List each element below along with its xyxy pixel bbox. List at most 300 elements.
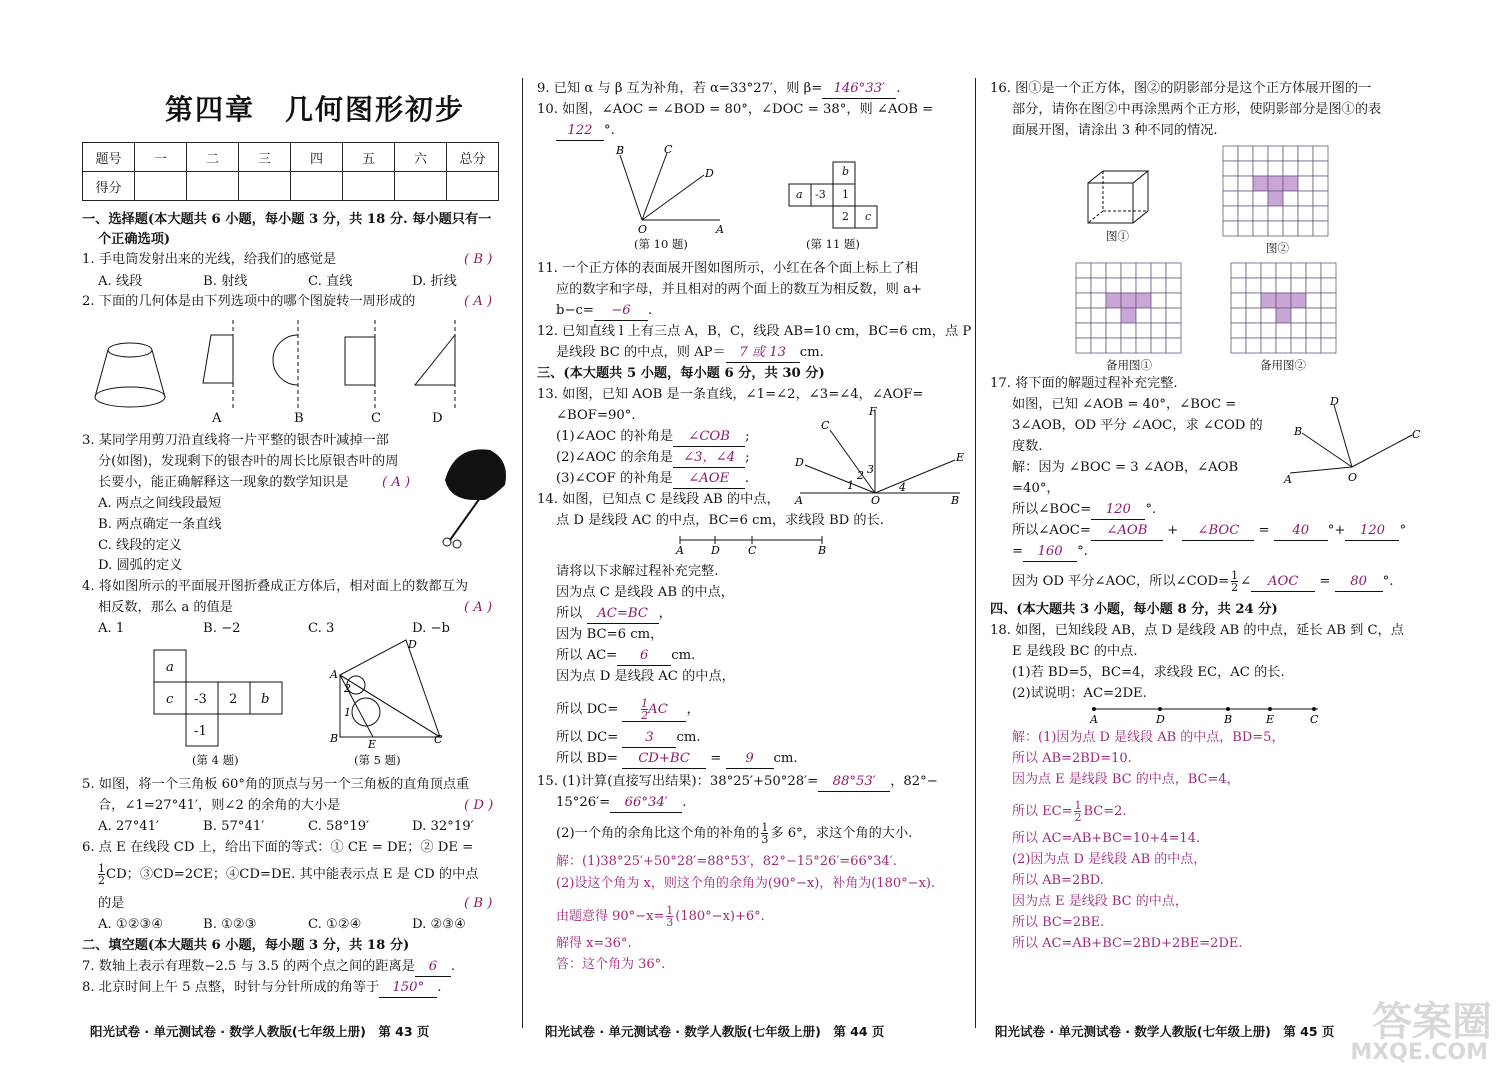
q4-answer: ( A ): [464, 600, 493, 615]
grid-cell: [1276, 323, 1291, 338]
q18-solution-5: 所以 AC=AB+BC=10+4=14.: [1012, 831, 1201, 846]
grid-cell: [1321, 323, 1336, 338]
q6-answer: ( B ): [464, 896, 493, 911]
rectangle-shape: [345, 337, 375, 385]
q6-text-2-body: CD；③CD=2CE；④CD=DE. 其中能表示点 E 是 CD 的中点: [106, 867, 479, 882]
svg-text:C: C: [434, 733, 443, 746]
q8-text: 8. 北京时间上午 5 点整，时针与分针所成的角等于 150° .: [82, 979, 442, 998]
q15-solution-4: 解得 x=36°.: [556, 936, 632, 951]
q8-question: 8. 北京时间上午 5 点整，时针与分针所成的角等于: [82, 980, 380, 995]
grid-cell: [1091, 263, 1106, 278]
grid-cell: [1268, 176, 1283, 191]
grid-cell: [1121, 263, 1136, 278]
svg-text:A: A: [716, 223, 724, 236]
svg-text:F: F: [869, 405, 877, 418]
grid-figure-2: [1222, 145, 1328, 237]
grid-cell: [1298, 161, 1313, 176]
grid-cell: [1261, 278, 1276, 293]
q2-label-d: D: [432, 411, 443, 426]
grid-cell: [1136, 293, 1151, 308]
score-header-cell: 总分: [447, 143, 499, 172]
grid-cell: [1223, 221, 1238, 236]
q11-text-1: 11. 一个正方体的表面展开图如图所示，小红在各个面上标上了相: [537, 261, 919, 276]
grid-cell: [1231, 293, 1246, 308]
grid-cell: [1238, 176, 1253, 191]
q18-solution-9: 所以 BC=2BE.: [1012, 915, 1105, 930]
ginkgo-leaf-image: [435, 440, 515, 550]
q14-step-8: 所以 BD= CD+BC = 9 cm.: [556, 750, 798, 769]
grid-cell: [1223, 146, 1238, 161]
q18-solution-7: 所以 AB=2BD.: [1012, 873, 1104, 888]
grid-cell: [1321, 338, 1336, 353]
q14-segment: [672, 534, 832, 557]
q4-option-d: D. −b: [412, 621, 450, 636]
grid-cell: [1313, 146, 1328, 161]
q7-answer: 6: [415, 958, 451, 977]
grid-cell: [1268, 206, 1283, 221]
svg-text:D: D: [711, 544, 720, 557]
q14-step-4: 所以 AC= 6 cm.: [556, 647, 695, 666]
section-1-heading-cont: 个正确选项): [98, 232, 171, 247]
grid-cell: [1091, 308, 1106, 323]
q17-step-g-label: 所以∠AOC=: [1012, 523, 1091, 538]
score-row-label: 得分: [83, 172, 135, 201]
q11-text-2: 应的数字和字母，并且相对的两个面上的数互为相反数，则 a+: [556, 282, 922, 297]
q18-solution-3: 因为点 E 是线段 BC 的中点，BC=4，: [1012, 772, 1240, 787]
q15-part-1-question-2: 15°26′=: [556, 795, 611, 810]
fig2-caption: 图②: [1266, 241, 1289, 255]
grid-cell: [1223, 206, 1238, 221]
q3-option-a: A. 两点之间线段最短: [98, 496, 222, 511]
svg-text:B: B: [616, 144, 625, 157]
grid-cell: [1283, 221, 1298, 236]
grid-cell: [1246, 308, 1261, 323]
grid-spare-1: [1075, 262, 1181, 354]
fig1-caption: 图①: [1106, 229, 1129, 243]
svg-text:B: B: [1224, 713, 1233, 726]
grid-cell: [1106, 308, 1121, 323]
q14-step-4-label: 所以 AC=: [556, 648, 618, 663]
q15-solution-5: 答：这个角为 36°.: [556, 957, 666, 972]
q4-caption: (第 4 题): [192, 753, 239, 767]
frustum-bottom: [95, 387, 165, 407]
grid-cell: [1298, 146, 1313, 161]
score-cell: [135, 172, 187, 201]
q18-solution-6: (2)因为点 D 是线段 AB 的中点，: [1012, 852, 1207, 867]
q9-answer: 146°33′: [822, 80, 896, 99]
q3-answer: ( A ): [382, 475, 411, 490]
cube-figure: [1085, 168, 1155, 228]
grid-cell: [1253, 161, 1268, 176]
grid-cell: [1298, 206, 1313, 221]
q10-angle-figure: [612, 145, 732, 235]
grid-cell: [1151, 323, 1166, 338]
grid-cell: [1283, 206, 1298, 221]
q2-answer: ( A ): [464, 294, 493, 309]
svg-text:O: O: [871, 494, 881, 507]
q14-text-1: 14. 如图，已知点 C 是线段 AB 的中点，: [537, 492, 780, 507]
q3-option-b: B. 两点确定一条直线: [98, 517, 222, 532]
score-header-cell: 一: [135, 143, 187, 172]
net4-cell-b: b: [261, 692, 270, 707]
q3-option-c: C. 线段的定义: [98, 538, 182, 553]
q17-step-g-answer-1: ∠AOB: [1091, 522, 1163, 541]
q13-part-2-question: (2)∠AOC 的余角是: [556, 450, 674, 465]
q18-part-2: (2)试说明：AC=2DE.: [1012, 686, 1147, 701]
net11-cell-c: c: [865, 210, 872, 223]
grid-cell: [1306, 308, 1321, 323]
grid-cell: [1231, 323, 1246, 338]
section-2-heading: 二、填空题(本大题共 6 小题，每小题 3 分，共 18 分): [82, 938, 410, 953]
svg-text:4: 4: [899, 481, 906, 494]
svg-text:D: D: [1156, 713, 1165, 726]
grid-cell: [1151, 293, 1166, 308]
grid-cell: [1306, 338, 1321, 353]
q4-text-2: 相反数，那么 a 的值是: [98, 600, 233, 615]
q5-triangles: [328, 640, 448, 750]
score-cell: [447, 172, 499, 201]
q1-text: 1. 手电筒发射出来的光线，给我们的感觉是: [82, 252, 337, 267]
grid-cell: [1076, 338, 1091, 353]
q14-step-6-answer: AC: [648, 702, 668, 717]
q3-text-1: 3. 某同学用剪刀沿直线将一片平整的银杏叶减掉一部: [82, 433, 389, 448]
q3-text-2: 分(如图)，发现剩下的银杏叶的周长比原银杏叶的周: [98, 454, 399, 469]
q18-solution-2: 所以 AB=2BD=10.: [1012, 751, 1132, 766]
grid-cell: [1238, 161, 1253, 176]
grid-cell: [1151, 338, 1166, 353]
grid-cell: [1261, 263, 1276, 278]
grid-cell: [1091, 338, 1106, 353]
svg-text:B: B: [951, 494, 960, 507]
grid-cell: [1276, 293, 1291, 308]
q6-option-c: C. ①②④: [308, 917, 362, 932]
grid-cell: [1276, 338, 1291, 353]
q14-step-7-label: 所以 DC=: [556, 730, 619, 745]
q10-answer: 122: [556, 122, 604, 141]
svg-text:D: D: [795, 456, 804, 469]
q17-step-f: 所以∠BOC= 120 °.: [1012, 501, 1156, 520]
grid-cell: [1276, 278, 1291, 293]
svg-text:A: A: [1090, 713, 1098, 726]
score-cell: [239, 172, 291, 201]
grid-cell: [1321, 263, 1336, 278]
q17-text: 17. 将下面的解题过程补充完整.: [990, 376, 1178, 391]
grid-cell: [1313, 161, 1328, 176]
svg-text:A: A: [795, 494, 803, 507]
grid-cell: [1166, 338, 1181, 353]
column-divider-2: [975, 78, 976, 1028]
q18-segment: [1088, 703, 1328, 725]
q11-question: b−c=: [556, 303, 594, 318]
q1-answer: ( B ): [464, 252, 493, 267]
grid-cell: [1076, 293, 1091, 308]
q5-caption: (第 5 题): [354, 753, 401, 767]
q17-step-f-label: 所以∠BOC=: [1012, 502, 1092, 517]
grid-cell: [1283, 161, 1298, 176]
q14-step-8-label: 所以 BD=: [556, 751, 618, 766]
spare1-caption: 备用图①: [1106, 358, 1152, 372]
q1-option-c: C. 直线: [308, 274, 353, 289]
q13-part-3-question: (3)∠COF 的补角是: [556, 471, 673, 486]
q17-step-i-label: 因为 OD 平分∠AOC，所以∠COD=: [1012, 574, 1230, 589]
q15-part-1-question: 15. (1)计算(直接写出结果)：38°25′+50°28′=: [537, 774, 819, 789]
grid-cell: [1121, 278, 1136, 293]
grid-cell: [1136, 323, 1151, 338]
q5-option-a: A. 27°41′: [98, 819, 160, 834]
q17-text-e: =40°，: [1012, 481, 1060, 496]
grid-cell: [1121, 293, 1136, 308]
svg-text:A: A: [330, 668, 338, 681]
q17-text-b: 3∠AOB，OD 平分 ∠AOC，求 ∠COD 的: [1012, 418, 1263, 433]
q1-option-a: A. 线段: [98, 274, 143, 289]
grid-cell: [1306, 323, 1321, 338]
q10-answer-line: 122 °.: [556, 122, 615, 141]
grid-cell: [1223, 191, 1238, 206]
q15-part-1-answer-2: 66°34′: [610, 794, 682, 813]
q14-step-2: 所以 AC=BC ，: [556, 605, 672, 624]
q14-step-1: 因为点 C 是线段 AB 的中点，: [556, 585, 734, 600]
section-3-heading: 三、(本大题共 5 小题，每小题 6 分，共 30 分): [537, 366, 825, 381]
footer-page-44: 阳光试卷 · 单元测试卷 · 数学人教版(七年级上册) 第 44 页: [545, 1024, 885, 1039]
grid-cell: [1121, 338, 1136, 353]
q14-step-8-answer-2: 9: [726, 750, 774, 769]
net4-cell-neg3: -3: [194, 692, 207, 707]
grid-cell: [1261, 308, 1276, 323]
q13-text-1: 13. 如图，已知 AOB 是一条直线，∠1=∠2，∠3=∠4，∠AOF=: [537, 387, 924, 402]
grid-cell: [1136, 308, 1151, 323]
grid-cell: [1283, 146, 1298, 161]
q3-text-3: 长要小，能正确解释这一现象的数学知识是: [98, 475, 349, 490]
q17-text-c: 度数.: [1012, 439, 1043, 454]
q12-text-2: [556, 344, 824, 363]
q18-solution-10: 所以 AC=AB+BC=2BD+2BE=2DE.: [1012, 936, 1243, 951]
q13-part-2-answer: ∠3，∠4: [673, 449, 745, 468]
trapezoid-shape: [203, 335, 233, 383]
svg-text:A: A: [676, 544, 684, 557]
grid-cell: [1283, 191, 1298, 206]
score-cell: [343, 172, 395, 201]
svg-text:E: E: [1266, 713, 1275, 726]
q18-solution-4-b: BC=2.: [1083, 804, 1127, 819]
q18-solution-4: 所以 EC= $\frac{1}{2}$ BC=2.: [1012, 799, 1127, 824]
net11-cell-1: 1: [842, 188, 849, 201]
q14-step-7: 所以 DC= 3 cm.: [556, 729, 701, 748]
grid-cell: [1253, 191, 1268, 206]
q2-label-b: B: [294, 411, 304, 426]
q18-solution-1: 解：(1)因为点 D 是线段 AB 的中点，BD=5，: [1012, 730, 1285, 745]
grid-cell: [1298, 191, 1313, 206]
q12-text-1: 12. 已知直线 l 上有三点 A，B，C，线段 AB=10 cm，BC=6 cm，点 P: [537, 324, 972, 339]
q15-solution-3: 由题意得 90°−x= $\frac{1}{3}$ (180°−x)+6°.: [556, 904, 765, 929]
grid-cell: [1231, 278, 1246, 293]
q14-step-6: 所以 DC= $\frac{1}{2}$ AC ，: [556, 697, 700, 722]
watermark-logo: 答案圈: [1372, 999, 1492, 1045]
net4-cell-2: 2: [229, 692, 238, 707]
grid-cell: [1321, 308, 1336, 323]
q13-part-1-answer: ∠COB: [673, 428, 745, 447]
grid-cell: [1283, 176, 1298, 191]
q17-figure: [1282, 395, 1422, 485]
grid-cell: [1106, 278, 1121, 293]
svg-text:B: B: [818, 544, 827, 557]
net11-cell-neg3: -3: [815, 188, 826, 201]
grid-cell: [1246, 293, 1261, 308]
svg-text:C: C: [821, 419, 830, 432]
net11-cell-a: a: [796, 188, 803, 201]
grid-cell: [1268, 146, 1283, 161]
grid-cell: [1223, 176, 1238, 191]
q17-step-i: 因为 OD 平分∠AOC，所以∠COD= $\frac{1}{2}$ ∠ AOC = 80 °.: [1012, 569, 1394, 594]
q2-text: 2. 下面的几何体是由下列选项中的哪个图旋转一周形成的: [82, 294, 416, 309]
section-1-heading: 一、选择题(本大题共 6 小题，每小题 3 分，共 18 分. 每小题只有一: [82, 212, 492, 227]
chapter-title: 第四章 几何图形初步: [165, 93, 466, 126]
q17-text-a: 如图，已知 ∠AOB = 40°，∠BOC =: [1012, 397, 1237, 412]
svg-text:B: B: [330, 732, 339, 745]
grid-cell: [1253, 206, 1268, 221]
grid-cell: [1076, 323, 1091, 338]
score-cell: [395, 172, 447, 201]
grid-spare-2: [1230, 262, 1336, 354]
q14-step-8-answer: CD+BC: [622, 750, 706, 769]
grid-cell: [1268, 221, 1283, 236]
grid-cell: [1106, 293, 1121, 308]
score-header-cell: 四: [291, 143, 343, 172]
q5-option-b: B. 57°41′: [203, 819, 265, 834]
grid-cell: [1306, 263, 1321, 278]
svg-text:1: 1: [344, 706, 351, 719]
svg-text:C: C: [1412, 428, 1421, 441]
svg-text:C: C: [1310, 713, 1319, 726]
grid-cell: [1291, 323, 1306, 338]
q12-answer: 7 或 13: [726, 344, 800, 363]
grid-cell: [1321, 278, 1336, 293]
q2-label-a: A: [212, 411, 222, 426]
grid-cell: [1313, 191, 1328, 206]
score-cell: [291, 172, 343, 201]
q6-text-1: 6. 点 E 在线段 CD 上，给出下面的等式：① CE = DE；② DE =: [82, 840, 474, 855]
q14-step-6-label: 所以 DC=: [556, 702, 619, 717]
q4-option-b: B. −2: [203, 621, 241, 636]
grid-cell: [1151, 263, 1166, 278]
grid-cell: [1091, 293, 1106, 308]
section-4-heading: 四、(本大题共 3 小题，每小题 8 分，共 24 分): [990, 602, 1278, 617]
q17-step-i-answer-2: 80: [1335, 573, 1383, 592]
watermark-url: MXQE.COM: [1350, 1040, 1488, 1065]
q17-step-f-answer: 120: [1091, 501, 1145, 520]
grid-cell: [1231, 308, 1246, 323]
q14-step-2-answer: AC=BC: [587, 605, 659, 624]
q15-part-1-line-2: 15°26′= 66°34′ .: [556, 794, 686, 813]
grid-cell: [1253, 146, 1268, 161]
net4-cell-a: a: [166, 660, 174, 675]
grid-cell: [1136, 278, 1151, 293]
q4-option-a: A. 1: [98, 621, 125, 636]
grid-cell: [1136, 338, 1151, 353]
svg-text:A: A: [1284, 473, 1292, 486]
score-header-cell: 二: [187, 143, 239, 172]
svg-text:D: D: [1330, 395, 1339, 408]
svg-text:O: O: [1348, 471, 1358, 484]
grid-cell: [1291, 263, 1306, 278]
q13-part-1: (1)∠AOC 的补角是 ∠COB ;: [556, 428, 750, 447]
grid-cell: [1238, 221, 1253, 236]
q7-question: 7. 数轴上表示有理数−2.5 与 3.5 的两个点之间的距离是: [82, 959, 415, 974]
grid-cell: [1261, 338, 1276, 353]
net4-cell-neg1: -1: [194, 724, 207, 739]
q17-step-g: 所以∠AOC= ∠AOB + ∠BOC = 40 °+ 120 °: [1012, 522, 1406, 541]
q15-part-2-question: (2)一个角的余角比这个角的补角的: [556, 826, 760, 841]
grid-cell: [1076, 278, 1091, 293]
q17-step-i-answer: AOC: [1251, 573, 1315, 592]
q17-text-d: 解：因为 ∠BOC = 3 ∠AOB，∠AOB: [1012, 460, 1239, 475]
q5-option-d: D. 32°19′: [412, 819, 474, 834]
grid-cell: [1238, 191, 1253, 206]
grid-cell: [1261, 323, 1276, 338]
q17-step-g-answer-4: 120: [1345, 522, 1399, 541]
grid-cell: [1306, 278, 1321, 293]
svg-text:D: D: [705, 167, 714, 180]
grid-cell: [1076, 308, 1091, 323]
q5-text-1: 5. 如图，将一个三角板 60°角的顶点与另一个三角板的直角顶点重: [82, 777, 470, 792]
grid-cell: [1246, 323, 1261, 338]
q17-step-h: = 160 °.: [1012, 543, 1088, 562]
q6-option-a: A. ①②③④: [98, 917, 164, 932]
grid-cell: [1261, 293, 1276, 308]
grid-cell: [1298, 176, 1313, 191]
q14-step-3: 因为 BC=6 cm，: [556, 627, 664, 642]
grid-cell: [1076, 263, 1091, 278]
q2-label-c: C: [371, 411, 382, 426]
score-header-cell: 题号: [83, 143, 135, 172]
q6-option-d: D. ②③④: [412, 917, 466, 932]
triangle-shape: [415, 335, 455, 385]
q18-part-1: (1)若 BD=5，BC=4，求线段 EC，AC 的长.: [1012, 665, 1285, 680]
grid-cell: [1313, 221, 1328, 236]
spare2-caption: 备用图②: [1260, 358, 1306, 372]
grid-cell: [1268, 161, 1283, 176]
svg-text:E: E: [956, 451, 965, 464]
svg-text:2: 2: [857, 469, 864, 482]
q15-solution-1: 解：(1)38°25′+50°28′=88°53′，82°−15°26′=66°34′.: [556, 854, 897, 869]
grid-cell: [1291, 308, 1306, 323]
q14-text-2: 点 D 是线段 AC 的中点，BC=6 cm，求线段 BD 的长.: [556, 513, 884, 528]
q1-option-b: B. 射线: [203, 274, 248, 289]
q14-step-4-answer: 6: [617, 647, 671, 666]
q16-text-1: 16. 图①是一个正方体，图②的阴影部分是这个正方体展开图的一: [990, 81, 1372, 96]
grid-cell: [1276, 308, 1291, 323]
grid-cell: [1166, 323, 1181, 338]
frustum-top: [108, 343, 152, 357]
grid-cell: [1136, 263, 1151, 278]
score-header-cell: 五: [343, 143, 395, 172]
net11-cell-b: b: [842, 165, 850, 178]
net11-cell-2: 2: [842, 210, 849, 223]
grid-cell: [1298, 221, 1313, 236]
grid-cell: [1106, 338, 1121, 353]
grid-cell: [1121, 308, 1136, 323]
grid-cell: [1238, 146, 1253, 161]
q18-text-2: E 是线段 BC 的中点.: [1012, 644, 1138, 659]
svg-text:C: C: [664, 143, 673, 156]
q11-caption: (第 11 题): [806, 237, 860, 251]
svg-text:D: D: [408, 638, 417, 651]
grid-cell: [1223, 161, 1238, 176]
grid-cell: [1268, 191, 1283, 206]
score-cell: [187, 172, 239, 201]
q14-step-7-answer: 3: [622, 729, 676, 748]
grid-cell: [1166, 293, 1181, 308]
q15-part-2-cont: 多 6°，求这个角的大小.: [770, 826, 913, 841]
